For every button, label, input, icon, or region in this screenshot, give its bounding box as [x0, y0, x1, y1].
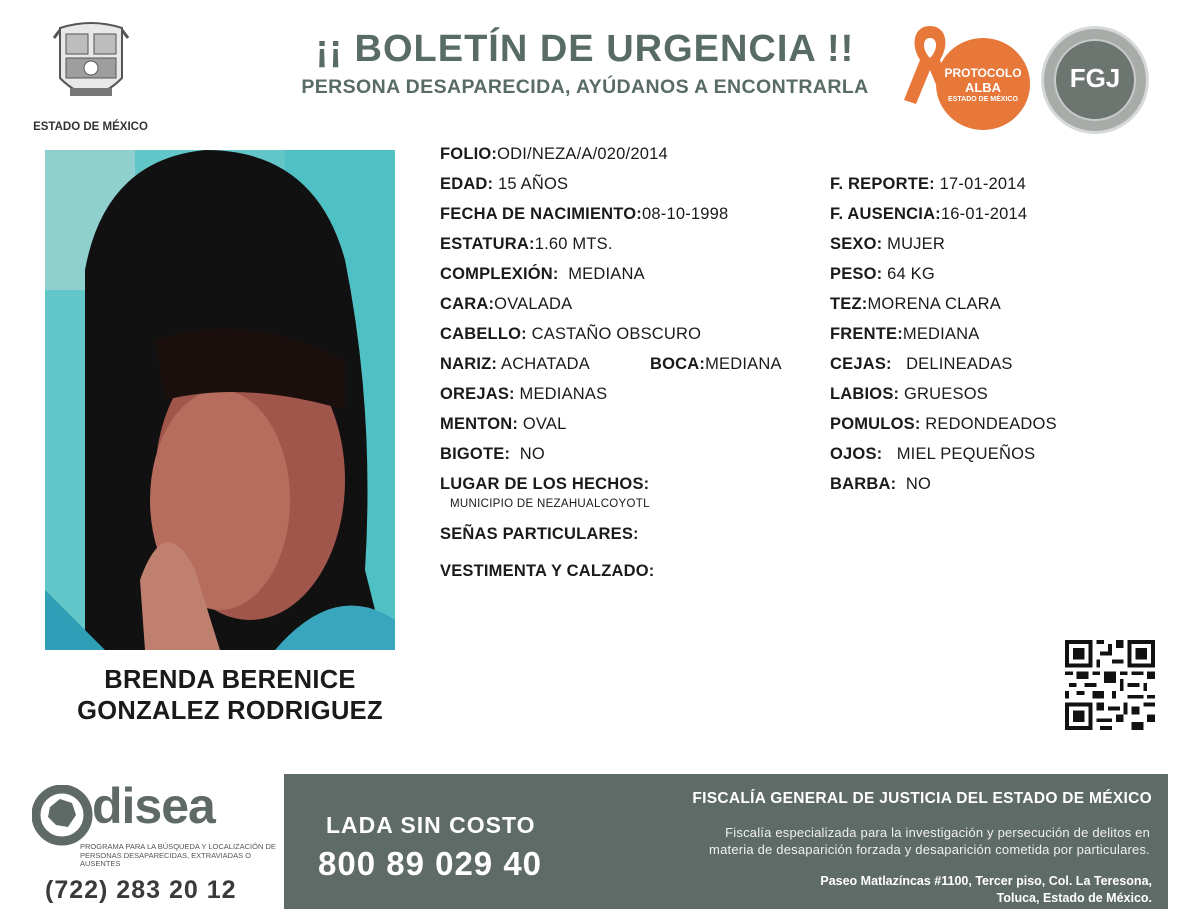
toll-free-number[interactable]: 800 89 029 40: [318, 845, 543, 882]
field-complexion: [440, 265, 645, 284]
alba-line2: ALBA: [964, 80, 1002, 95]
field-value: 1.60 MTS.: [534, 235, 613, 253]
field-label: CEJAS:: [830, 355, 892, 373]
fiscalia-description-line-1: Fiscalía especializada para la investigación y persecución de delitos en: [725, 825, 1150, 840]
name-line-1: BRENDA BERENICE: [104, 666, 356, 694]
field-label: CARA:: [440, 295, 495, 313]
missing-person-photo: [45, 150, 395, 650]
field-label: SEÑAS PARTICULARES:: [440, 525, 639, 543]
field-fecha-nacimiento: [440, 205, 728, 224]
field-lugar-hechos-value: MUNICIPIO DE NEZAHUALCOYOTL: [450, 498, 650, 510]
field-cabello: [440, 325, 701, 344]
odisea-program-text: PROGRAMA PARA LA BÚSQUEDA Y LOCALIZACIÓN DE PERSONAS DESAPARECIDAS, EXTRAVIADAS O AUSENTES: [80, 842, 276, 868]
field-frente: [830, 325, 979, 344]
field-tez: [830, 295, 1001, 314]
field-label: F. AUSENCIA:: [830, 205, 941, 223]
field-barba: [830, 475, 931, 494]
field-value: DELINEADAS: [891, 355, 1013, 373]
state-emblem-block: [28, 18, 153, 133]
address-line-1: Paseo Matlazíncas #1100, Tercer piso, Col. La Teresona,: [820, 874, 1152, 888]
missing-person-name: [40, 665, 420, 727]
field-label: OREJAS:: [440, 385, 515, 403]
field-value: MUJER: [882, 235, 945, 253]
coat-of-arms-icon: [50, 18, 132, 110]
field-labios: [830, 385, 988, 404]
field-label: F. REPORTE:: [830, 175, 935, 193]
alba-badge: [936, 38, 1030, 130]
field-value: MEDIANA: [705, 355, 782, 373]
field-folio: [440, 145, 668, 164]
field-label: SEXO:: [830, 235, 883, 253]
field-senas-particulares: [440, 525, 639, 544]
fgj-seal: [1041, 26, 1149, 134]
field-label: POMULOS:: [830, 415, 921, 433]
page-title: ¡¡ BOLETÍN DE URGENCIA !!: [315, 28, 855, 70]
field-peso: [830, 265, 935, 284]
field-label: FRENTE:: [830, 325, 903, 343]
field-value: NO: [510, 445, 545, 463]
address-line-2: Toluca, Estado de México.: [996, 891, 1152, 905]
field-label: COMPLEXIÓN:: [440, 265, 559, 283]
field-value: GRUESOS: [899, 385, 988, 403]
qr-code-icon[interactable]: [1064, 640, 1156, 730]
alba-line3: ESTADO DE MÉXICO: [948, 96, 1018, 103]
page-subtitle: PERSONA DESAPARECIDA, AYÚDANOS A ENCONTRARLA: [301, 76, 869, 98]
field-vestimenta: [440, 562, 654, 581]
fgj-seal-inner: [1054, 39, 1136, 121]
fgj-seal-text: FGJ: [1069, 63, 1121, 93]
field-sexo: [830, 235, 945, 254]
alba-line1: PROTOCOLO: [944, 66, 1022, 80]
field-cara: [440, 295, 572, 314]
field-value: 15 AÑOS: [493, 175, 569, 193]
field-label: MENTON:: [440, 415, 519, 433]
field-value: 64 KG: [882, 265, 935, 283]
field-value: ACHATADA: [497, 355, 590, 373]
field-value: 08-10-1998: [642, 205, 729, 223]
field-orejas: [440, 385, 607, 404]
field-value: MIEL PEQUEÑOS: [882, 445, 1036, 463]
fiscalia-description-line-2: materia de desaparición forzada y desaparición cometida por particulares.: [709, 842, 1150, 857]
field-label: FECHA DE NACIMIENTO:: [440, 205, 642, 223]
field-label: BOCA:: [650, 355, 706, 373]
protocolo-alba-logo: [900, 22, 1032, 130]
field-label: FOLIO:: [440, 145, 498, 163]
field-menton: [440, 415, 566, 434]
field-label: PESO:: [830, 265, 883, 283]
field-edad: [440, 175, 568, 194]
field-value: MORENA CLARA: [867, 295, 1001, 313]
field-value: 17-01-2014: [934, 175, 1027, 193]
field-label: TEZ:: [830, 295, 868, 313]
field-label: LABIOS:: [830, 385, 900, 403]
name-line-2: GONZALEZ RODRIGUEZ: [77, 697, 383, 725]
field-value: MEDIANAS: [514, 385, 608, 403]
field-value: 16-01-2014: [940, 205, 1028, 223]
field-fecha-ausencia: [830, 205, 1027, 224]
field-label: EDAD:: [440, 175, 494, 193]
state-map-icon: [32, 785, 94, 847]
field-value: MEDIANA: [902, 325, 980, 343]
fiscalia-description: [590, 824, 1150, 858]
odisea-wordmark: disea: [92, 778, 215, 834]
field-label: VESTIMENTA Y CALZADO:: [440, 562, 655, 580]
odisea-logo: [32, 778, 276, 875]
odisea-phone[interactable]: (722) 283 20 12: [45, 876, 237, 904]
field-pomulos: [830, 415, 1057, 434]
field-label: ESTATURA:: [440, 235, 535, 253]
field-ojos: [830, 445, 1035, 464]
field-fecha-reporte: [830, 175, 1026, 194]
toll-free-label: LADA SIN COSTO: [326, 812, 536, 838]
field-label: OJOS:: [830, 445, 883, 463]
field-value: MEDIANA: [558, 265, 645, 283]
field-boca: [650, 355, 782, 374]
field-value: REDONDEADOS: [920, 415, 1057, 433]
fiscalia-title: FISCALÍA GENERAL DE JUSTICIA DEL ESTADO DE MÉXICO: [692, 790, 1152, 807]
field-label: LUGAR DE LOS HECHOS:: [440, 475, 650, 493]
field-value: NO: [896, 475, 931, 493]
field-value: OVALADA: [494, 295, 573, 313]
portrait-image: [45, 150, 395, 650]
field-value: OVAL: [518, 415, 567, 433]
field-lugar-hechos: [440, 475, 649, 494]
field-nariz: [440, 355, 590, 374]
field-label: NARIZ:: [440, 355, 498, 373]
field-value: CASTAÑO OBSCURO: [526, 325, 702, 343]
field-bigote: [440, 445, 545, 464]
field-value: ODI/NEZA/A/020/2014: [497, 145, 668, 163]
field-estatura: [440, 235, 613, 254]
field-label: CABELLO:: [440, 325, 527, 343]
field-label: BIGOTE:: [440, 445, 511, 463]
field-cejas: [830, 355, 1013, 374]
emblem-label: ESTADO DE MÉXICO: [33, 121, 148, 133]
fiscalia-address: [590, 873, 1152, 907]
field-label: BARBA:: [830, 475, 897, 493]
